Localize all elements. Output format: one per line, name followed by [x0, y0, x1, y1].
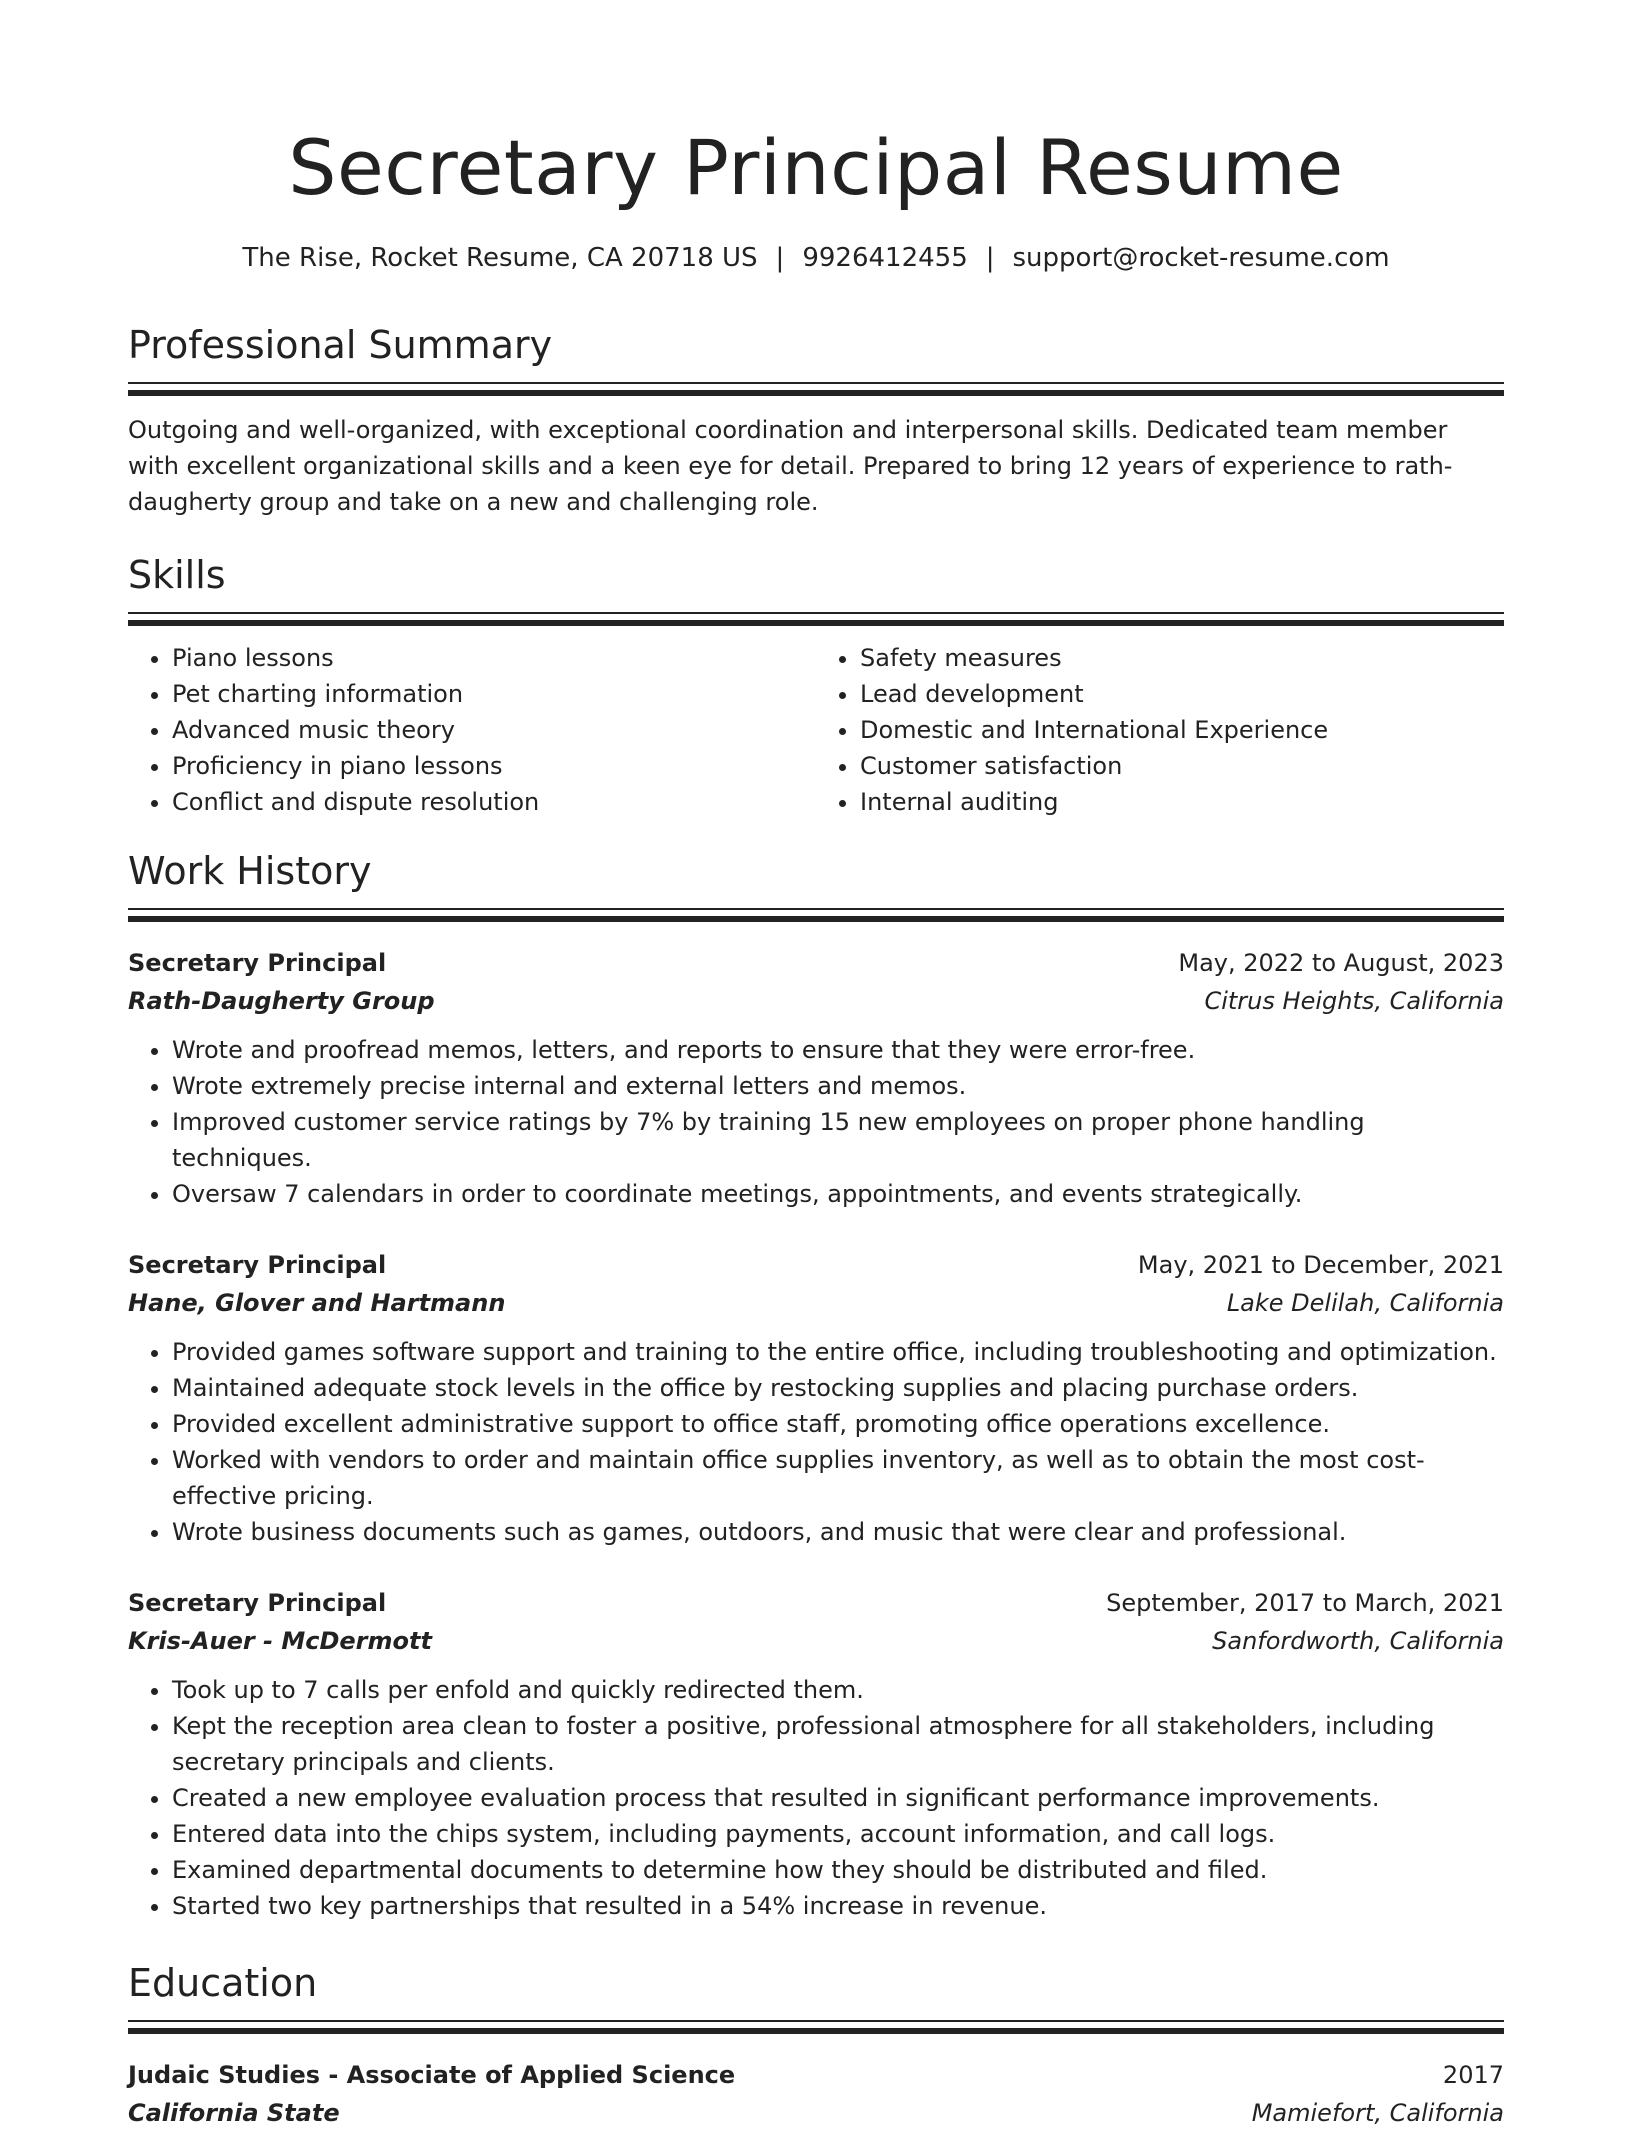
job-location: Sanfordworth, California [1212, 1627, 1504, 1655]
skill-item: • Safety measures [860, 640, 1504, 676]
education-school: California State [128, 2099, 340, 2127]
contact-email: support@rocket-resume.com [1012, 243, 1390, 273]
job-entry [128, 1584, 1504, 1924]
job-dates: May, 2022 to August, 2023 [1178, 949, 1504, 977]
skill-item: • Customer satisfaction [860, 748, 1504, 784]
education-degree: Judaic Studies - Associate of Applied Science [128, 2061, 736, 2089]
job-entry [128, 1246, 1504, 1550]
skill-item: • Piano lessons [172, 640, 816, 676]
education-entry [128, 2056, 1504, 2132]
job-bullet: • Examined departmental documents to determine how they should be distributed and filed. [172, 1852, 1504, 1888]
resume-title: Secretary Principal Resume [288, 123, 1344, 212]
job-title: Secretary Principal [128, 1589, 387, 1617]
skill-item: • Pet charting information [172, 676, 816, 712]
education-location: Mamiefort, California [1251, 2099, 1504, 2127]
work-history-section [128, 846, 1504, 1924]
contact-line [128, 240, 1504, 276]
job-bullets [128, 1334, 1504, 1550]
job-location: Citrus Heights, California [1204, 987, 1504, 1015]
skills-column-left [128, 640, 816, 820]
job-bullet: • Maintained adequate stock levels in the office by restocking supplies and placing purchase orders. [172, 1370, 1504, 1406]
job-entry [128, 944, 1504, 1212]
job-bullet: • Took up to 7 calls per enfold and quickly redirected them. [172, 1672, 1504, 1708]
job-bullet: • Wrote and proofread memos, letters, and reports to ensure that they were error-free. [172, 1032, 1504, 1068]
summary-section [128, 320, 1504, 520]
skill-item: • Domestic and International Experience [860, 712, 1504, 748]
contact-phone: 9926412455 [802, 243, 968, 273]
education-year: 2017 [1442, 2061, 1504, 2089]
job-bullet: • Worked with vendors to order and maintain office supplies inventory, as well as to obtain the most cost-effective pricing. [172, 1442, 1504, 1514]
section-divider [128, 382, 1504, 396]
contact-address: The Rise, Rocket Resume, CA 20718 US [242, 243, 758, 273]
job-title: Secretary Principal [128, 1251, 387, 1279]
section-divider [128, 612, 1504, 626]
skills-grid [128, 640, 1504, 820]
skills-column-right [816, 640, 1504, 820]
job-bullets [128, 1672, 1504, 1924]
job-dates: September, 2017 to March, 2021 [1106, 1589, 1504, 1617]
job-location: Lake Delilah, California [1226, 1289, 1504, 1317]
job-bullet: • Created a new employee evaluation process that resulted in significant performance improvements. [172, 1780, 1504, 1816]
job-bullet: • Provided games software support and training to the entire office, including troubleshooting and optimization. [172, 1334, 1504, 1370]
section-divider [128, 2020, 1504, 2034]
job-dates: May, 2021 to December, 2021 [1137, 1251, 1504, 1279]
section-heading-skills: Skills [128, 553, 226, 597]
skill-item: • Conflict and dispute resolution [172, 784, 816, 820]
contact-separator: | [775, 243, 785, 273]
job-bullet: • Wrote business documents such as games, outdoors, and music that were clear and professional. [172, 1514, 1504, 1550]
skill-item: • Advanced music theory [172, 712, 816, 748]
job-bullet: • Wrote extremely precise internal and external letters and memos. [172, 1068, 1504, 1104]
summary-text: Outgoing and well-organized, with exceptional coordination and interpersonal skills. Dedicated team member with excellent organizational skills and a keen eye for detail. Prepared to bring 12 years of experience to rath-daugherty group and take on a new and challenging role. [128, 416, 1453, 516]
job-bullet: • Kept the reception area clean to foster a positive, professional atmosphere for all stakeholders, including secretary principals and clients. [172, 1708, 1504, 1780]
contact-separator: | [985, 243, 995, 273]
skill-item: • Proficiency in piano lessons [172, 748, 816, 784]
job-bullet: • Provided excellent administrative support to office staff, promoting office operations excellence. [172, 1406, 1504, 1442]
section-heading-summary: Professional Summary [128, 323, 553, 367]
skill-item: • Internal auditing [860, 784, 1504, 820]
skills-section [128, 550, 1504, 820]
section-heading-education: Education [128, 1961, 318, 2005]
job-company: Kris-Auer - McDermott [128, 1627, 432, 1655]
section-heading-work-history: Work History [128, 849, 372, 893]
job-company: Hane, Glover and Hartmann [128, 1289, 506, 1317]
section-divider [128, 908, 1504, 922]
job-bullets [128, 1032, 1504, 1212]
job-bullet: • Oversaw 7 calendars in order to coordinate meetings, appointments, and events strategically. [172, 1176, 1504, 1212]
job-bullet: • Entered data into the chips system, including payments, account information, and call logs. [172, 1816, 1504, 1852]
job-title: Secretary Principal [128, 949, 387, 977]
job-bullet: • Started two key partnerships that resulted in a 54% increase in revenue. [172, 1888, 1504, 1924]
skill-item: • Lead development [860, 676, 1504, 712]
job-company: Rath-Daugherty Group [128, 987, 435, 1015]
job-bullet: • Improved customer service ratings by 7% by training 15 new employees on proper phone handling techniques. [172, 1104, 1504, 1176]
education-section [128, 1958, 1504, 2132]
